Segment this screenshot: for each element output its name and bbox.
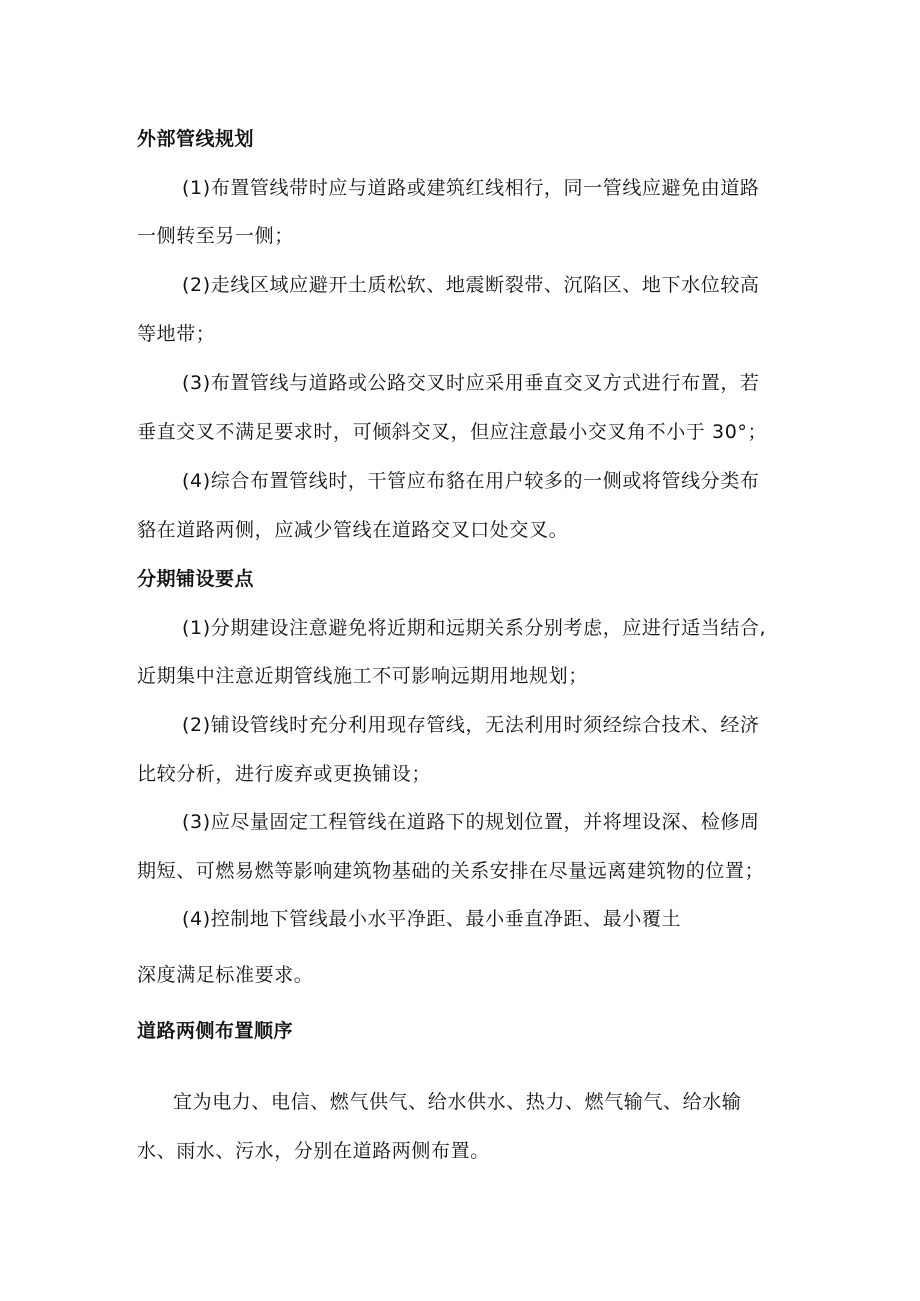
section-heading: 道路两侧布置顺序 — [137, 1020, 294, 1042]
paragraph-line: 近期集中注意近期管线施工不可影响远期用地规划； — [137, 665, 588, 687]
paragraph-line: 一侧转至另一侧； — [137, 225, 294, 247]
paragraph-line: 等地带； — [137, 323, 216, 345]
paragraph-line: (3)应尽量固定工程管线在道路下的规划位置，并将埋设深、检修周 — [182, 811, 760, 833]
paragraph-line: 深度满足标准要求。 — [137, 964, 314, 986]
section-heading: 分期铺设要点 — [137, 568, 255, 590]
paragraph-line: (1)分期建设注意避免将近期和远期关系分别考虑，应进行适当结合, — [182, 617, 767, 639]
paragraph-line: (2)铺设管线时充分利用现存管线，无法利用时须经综合技术、经济 — [182, 714, 760, 736]
paragraph-line: (3)布置管线与道路或公路交叉时应采用垂直交叉方式进行布置，若 — [182, 372, 760, 394]
paragraph-line: 垂直交叉不满足要求时，可倾斜交叉，但应注意最小交叉角不小于 30°； — [137, 421, 768, 443]
paragraph-line: (4)控制地下管线最小水平净距、最小垂直净距、最小覆土 — [182, 908, 682, 930]
paragraph-line: 水、雨水、污水，分别在道路两侧布置。 — [137, 1140, 490, 1162]
paragraph-line: (4)综合布置管线时，干管应布貉在用户较多的一侧或将管线分类布 — [182, 470, 760, 492]
paragraph-line: 比较分析，进行废弃或更换铺设； — [137, 763, 432, 785]
section-heading: 外部管线规划 — [137, 128, 255, 150]
paragraph-line: 期短、可燃易燃等影响建筑物基础的关系安排在尽量远离建筑物的位置； — [137, 860, 765, 882]
paragraph-line: 貉在道路两侧，应减少管线在道路交叉口处交叉。 — [137, 519, 569, 541]
paragraph-line: 宜为电力、电信、燃气供气、给水供水、热力、燃气输气、给水输 — [173, 1091, 742, 1113]
paragraph-line: (2)走线区域应避开土质松软、地震断裂带、沉陷区、地下水位较高 — [182, 274, 760, 296]
paragraph-line: (1)布置管线带时应与道路或建筑红线相行，同一管线应避免由道路 — [182, 177, 760, 199]
